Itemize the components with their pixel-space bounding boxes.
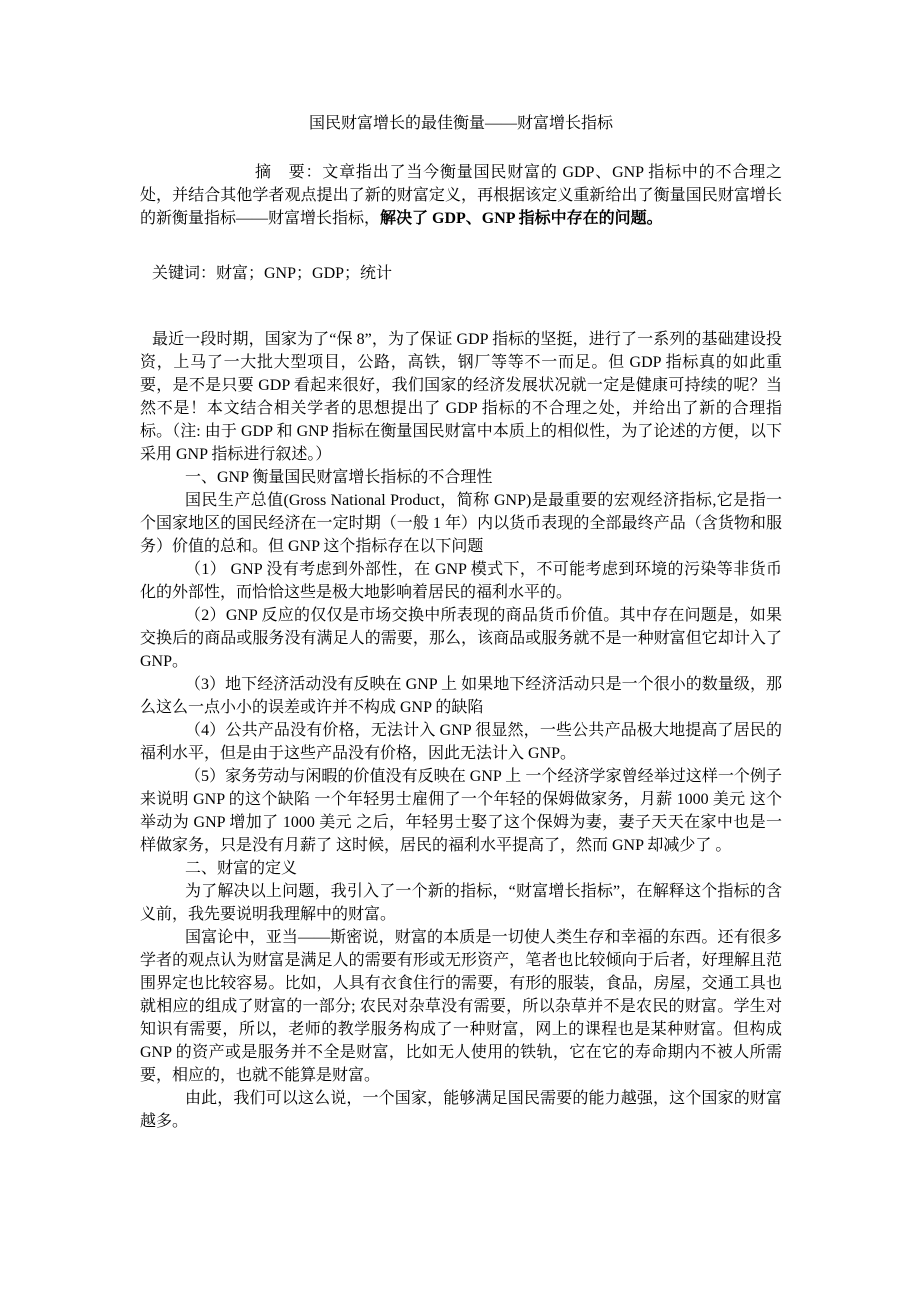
paragraph-item-3: （3）地下经济活动没有反映在 GNP 上 如果地下经济活动只是一个很小的数量级，那么这么一点小小的误差或许并不构成 GNP 的缺陷 [140, 676, 782, 716]
keywords-line: 关键词：财富；GNP；GDP；统计 [152, 265, 393, 282]
paragraph-item-5: （5）家务劳动与闲暇的价值没有反映在 GNP 上 一个经济学家曾经举过这样一个例子来说明 GNP 的这个缺陷 一个年轻男士雇佣了一个年轻的保姆做家务，月薪 1000 美元 这个举动为 GNP 增加了 1000 美元 之后，年轻男士娶了这个保姆为妻，妻子天天在家中也是一样做家务，只是没有月薪了 这时候，居民的福利水平提高了，然而 GNP 却减少了 。 [140, 768, 782, 854]
document-title: 国民财富增长的最佳衡量——财富增长指标 [308, 115, 613, 132]
abstract-text: 摘 要：文章指出了当今衡量国民财富的 GDP、GNP 指标中的不合理之处，并结合其他学者观点提出了新的财富定义，再根据该定义重新给出了衡量国民财富增长的新衡量指标——财富增长指标， [140, 164, 782, 227]
abstract-emphasis-text: 解决了 GDP、GNP 指标中存在的问题。 [380, 210, 663, 227]
paragraph-new-indicator: 为了解决以上问题，我引入了一个新的指标，“财富增长指标”，在解释这个指标的含义前，我先要说明我理解中的财富。 [140, 883, 782, 923]
paragraph-conclusion: 由此，我们可以这么说，一个国家，能够满足国民需要的能力越强，这个国家的财富越多。 [140, 1090, 782, 1130]
section-heading-1: 一、GNP 衡量国民财富增长指标的不合理性 [185, 469, 493, 486]
paragraph-item-1: （1） GNP 没有考虑到外部性，在 GNP 模式下，不可能考虑到环境的污染等非货币化的外部性，而恰恰这些是极大地影响着居民的福利水平的。 [140, 561, 782, 601]
abstract-paragraph [140, 161, 782, 230]
document-body [140, 328, 782, 1133]
paragraph-wealth-definition: 国富论中，亚当——斯密说，财富的本质是一切使人类生存和幸福的东西。还有很多学者的观点认为财富是满足人的需要有形或无形资产，笔者也比较倾向于后者，好理解且范围界定也比较容易。比如，人具有衣食住行的需要，有形的服装，食品，房屋，交通工具也就相应的组成了财富的一部分; 农民对杂草没有需要，所以杂草并不是农民的财富。学生对知识有需要，所以，老师的教学服务构成了一种财富，网上的课程也是某种财富。但构成 GNP 的资产或是服务并不全是财富，比如无人使用的铁轨，它在它的寿命期内不被人所需要，相应的，也就不能算是财富。 [140, 929, 782, 1084]
section-heading-2: 二、财富的定义 [185, 860, 298, 877]
paragraph-gnp-definition: 国民生产总值(Gross National Product，简称 GNP)是最重要的宏观经济指标,它是指一个国家地区的国民经济在一定时期（一般 1 年）内以货币表现的全部最终产品（含货物和服务）价值的总和。但 GNP 这个指标存在以下问题 [140, 492, 782, 555]
paragraph-intro: 最近一段时期，国家为了“保 8”，为了保证 GDP 指标的坚挺，进行了一系列的基础建设投资，上马了一大批大型项目，公路，高铁，钢厂等等不一而足。但 GDP 指标真的如此重要，是不是只要 GDP 看起来很好，我们国家的经济发展状况就一定是健康可持续的呢？当然不是！本文结合相关学者的思想提出了 GDP 指标的不合理之处，并给出了新的合理指标。（注: 由于 GDP 和 GNP 指标在衡量国民财富中本质上的相似性，为了论述的方便，以下采用 GNP 指标进行叙述。） [140, 331, 782, 463]
paragraph-item-2: （2）GNP 反应的仅仅是市场交换中所表现的商品货币价值。其中存在问题是，如果交换后的商品或服务没有满足人的需要，那么，该商品或服务就不是一种财富但它却计入了 GNP。 [140, 607, 782, 670]
paragraph-item-4: （4）公共产品没有价格，无法计入 GNP 很显然，一些公共产品极大地提高了居民的福利水平，但是由于这些产品没有价格，因此无法计入 GNP。 [140, 722, 782, 762]
